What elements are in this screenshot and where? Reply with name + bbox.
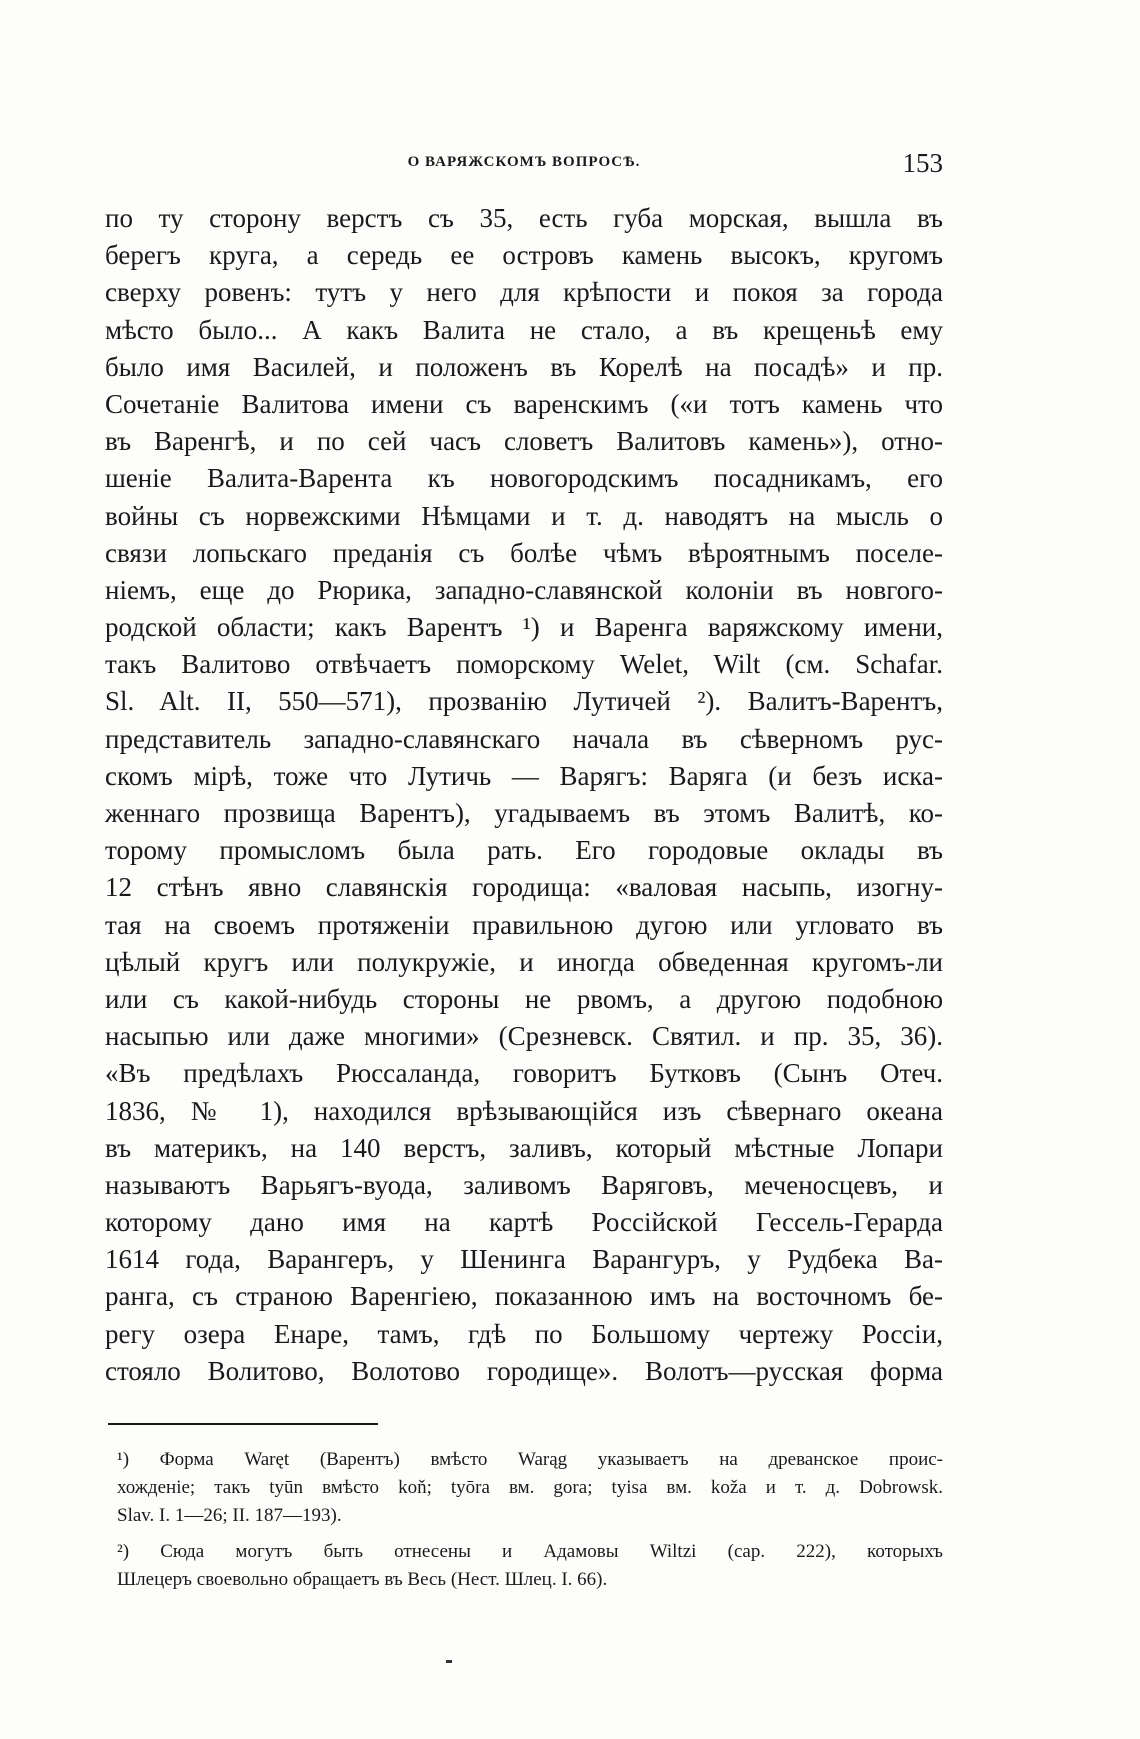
text-line: связи лопьскаго преданія съ болѣе чѣмъ вѣроятнымъ поселе- <box>105 537 943 568</box>
footnotes <box>117 1446 943 1594</box>
ink-speck <box>446 1660 452 1663</box>
text-line: 1614 года, Варангеръ, у Шенинга Варангуръ, у Рудбека Ва- <box>105 1244 943 1275</box>
footnote-line: ¹) Форма Waręt (Варентъ) вмѣсто Warąg указываетъ на древанское проис- <box>117 1449 943 1470</box>
footnote-line: ²) Сюда могутъ быть отнесены и Адамовы Wiltzi (cap. 222), которыхъ <box>117 1541 943 1562</box>
text-line: такъ Валитово отвѣчаетъ поморскому Welet, Wilt (см. Schafar. <box>105 649 943 680</box>
text-line: которому дано имя на картѣ Россійской Гессель-Герарда <box>105 1207 943 1238</box>
text-line: торому промысломъ была рать. Его городовые оклады въ <box>105 835 943 866</box>
text-line: регу озера Енаре, тамъ, гдѣ по Большому чертежу Россіи, <box>105 1318 943 1349</box>
footnote-line: Slav. I. 1—26; II. 187—193). <box>117 1505 342 1526</box>
text-line: войны съ норвежскими Нѣмцами и т. д. наводятъ на мысль о <box>105 500 943 531</box>
text-line: сверху ровенъ: тутъ у него для крѣпости и покоя за города <box>105 277 943 308</box>
running-title: О ВАРЯЖСКОМЪ ВОПРОСѢ. <box>407 154 641 170</box>
text-line: женнаго прозвища Варентъ), угадываемъ въ этомъ Валитѣ, ко- <box>105 798 943 828</box>
text-line: мѣсто было... А какъ Валита не стало, а въ крещеньѣ ему <box>105 314 943 345</box>
text-line: Sl. Alt. II, 550—571), прозванію Лутичей ²). Валитъ-Варентъ, <box>105 686 943 717</box>
text-line: скомъ мірѣ, тоже что Лутичь — Варягъ: Варяга (и безъ иска- <box>105 760 943 791</box>
text-line: насыпью или даже многими» (Срезневск. Святил. и пр. 35, 36). <box>105 1021 943 1052</box>
footnote-divider <box>108 1423 378 1425</box>
text-line: «Въ предѣлахъ Рюссаланда, говоритъ Бутковъ (Сынъ Отеч. <box>105 1058 943 1089</box>
text-line: берегъ круга, а середь ее островъ камень высокъ, кругомъ <box>105 240 943 271</box>
text-line: тая на своемъ протяженіи правильною дугою или угловато въ <box>105 909 943 940</box>
text-line: Сочетаніе Валитова имени съ варенскимъ («и тотъ камень что <box>105 388 943 419</box>
text-line: ранга, съ страною Варенгіею, показанною имъ на восточномъ бе- <box>105 1281 943 1312</box>
text-line: стояло Волитово, Волотово городище». Волотъ—русская форма <box>105 1355 943 1386</box>
page-number: 153 <box>902 148 943 178</box>
text-line: ніемъ, еще до Рюрика, западно-славянской колоніи въ новгого- <box>105 574 943 605</box>
text-line: или съ какой-нибудь стороны не рвомъ, а другою подобною <box>105 983 943 1014</box>
footnote-spacer <box>117 1530 943 1538</box>
text-line: представитель западно-славянскаго начала въ сѣверномъ рус- <box>105 723 943 754</box>
text-line: называютъ Варьягъ-вуода, заливомъ Варяговъ, меченосцевъ, и <box>105 1169 943 1200</box>
footnote-2 <box>117 1538 943 1594</box>
body-text <box>105 200 943 1390</box>
text-line: родской области; какъ Варентъ ¹) и Варенга варяжскому имени, <box>105 612 943 643</box>
running-head <box>105 148 943 184</box>
footnote-1 <box>117 1446 943 1530</box>
text-line: въ материкъ, на 140 верстъ, заливъ, который мѣстные Лопари <box>105 1132 943 1163</box>
text-line: 12 стѣнъ явно славянскія городища: «валовая насыпь, изогну- <box>105 872 943 903</box>
footnote-line: Шлецеръ своевольно обращаетъ въ Весь (Нест. Шлец. I. 66). <box>117 1569 608 1590</box>
text-line: шеніе Валита-Варента къ новогородскимъ посадникамъ, его <box>105 463 943 494</box>
text-line: цѣлый кругъ или полукружіе, и иногда обведенная кругомъ-ли <box>105 946 943 977</box>
text-line: въ Варенгѣ, и по сей часъ словетъ Валитовъ камень»), отно- <box>105 426 943 457</box>
text-line: по ту сторону верстъ съ 35, есть губа морская, вышла въ <box>105 203 943 233</box>
footnote-line: хожденіе; такъ tyūn вмѣсто koň; tyōra вм. gora; tyisa вм. koža и т. д. Dobrowsk. <box>117 1477 943 1498</box>
text-line: было имя Василей, и положенъ въ Корелѣ на посадѣ» и пр. <box>105 351 943 382</box>
text-line: 1836, № 1), находился врѣзывающійся изъ сѣвернаго океана <box>105 1095 943 1126</box>
